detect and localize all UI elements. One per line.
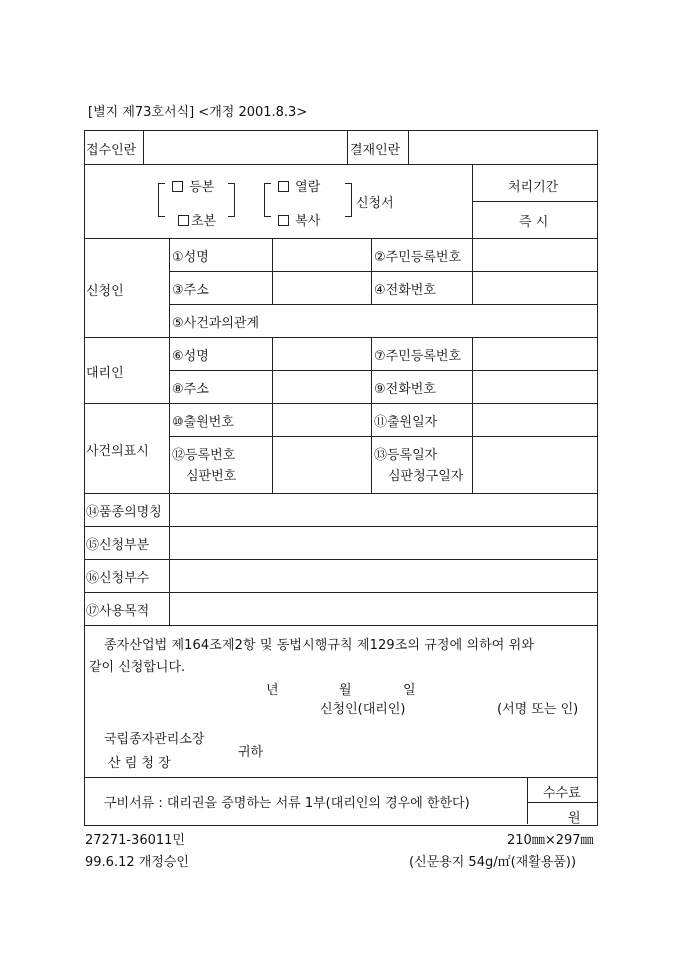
form-frame xyxy=(84,130,598,826)
checkbox-copy[interactable]: 복사 xyxy=(278,210,320,229)
case-app-no-label: ⑩출원번호 xyxy=(172,415,234,430)
agent-phone-label: ⑨전화번호 xyxy=(374,382,436,397)
applicant-relation-label: ⑤사건과의관계 xyxy=(172,316,260,331)
checkbox-certified-copy[interactable]: 등본 xyxy=(172,176,214,195)
case-trial-date-label: 심판청구일자 xyxy=(388,469,464,484)
processing-period-value: 즉 시 xyxy=(519,215,549,230)
reception-label: 접수인란 xyxy=(86,143,137,158)
applicant-name-label: ①성명 xyxy=(172,250,209,265)
agent-section-label: 대리인 xyxy=(86,366,124,381)
purpose-label: ⑰사용목적 xyxy=(86,604,150,619)
applicant-address-label: ③주소 xyxy=(172,283,209,298)
approval-date: 99.6.12 개정승인 xyxy=(85,855,189,870)
applicant-resident-no-label: ②주민등록번호 xyxy=(374,250,462,265)
signature-note: (서명 또는 인) xyxy=(497,702,579,717)
date-day: 일 xyxy=(403,683,416,698)
checkbox-icon xyxy=(278,181,289,192)
signer-label: 신청인(대리인) xyxy=(320,702,406,717)
case-section-label: 사건의표시 xyxy=(86,444,149,459)
date-month: 월 xyxy=(339,683,352,698)
date-year: 년 xyxy=(266,683,279,698)
agent-resident-no-label: ⑦주민등록번호 xyxy=(374,349,462,364)
applicant-phone-label: ④전화번호 xyxy=(374,283,436,298)
checkbox-icon xyxy=(178,215,189,226)
form-header: [별지 제73호서식] <개정 2001.8.3> xyxy=(88,105,308,120)
checkbox-abstract[interactable]: 초본 xyxy=(178,210,216,229)
checkbox-icon xyxy=(172,181,183,192)
copies-label: ⑯신청부수 xyxy=(86,571,150,586)
declaration-line-2: 같이 신청합니다. xyxy=(89,660,186,675)
case-reg-no-label: ⑫등록번호 xyxy=(172,448,236,463)
case-app-date-label: ⑪출원일자 xyxy=(374,415,438,430)
fee-unit: 원 xyxy=(568,811,581,826)
agent-address-label: ⑧주소 xyxy=(172,382,209,397)
paper-size: 210㎜×297㎜ xyxy=(507,833,594,848)
approval-label: 결재인란 xyxy=(350,143,401,158)
processing-period-label: 처리기간 xyxy=(508,180,559,195)
declaration-line-1: 종자산업법 제164조제2항 및 동법시행규칙 제129조의 규정에 의하여 위와 xyxy=(104,638,534,653)
checkbox-inspection[interactable]: 열람 xyxy=(278,176,320,195)
form-title: 신청서 xyxy=(356,196,394,211)
addressee-2: 산 림 청 장 xyxy=(108,756,171,771)
paper-spec: (신문용지 54g/㎡(재활용품)) xyxy=(409,855,577,870)
required-documents: 구비서류 : 대리권을 증명하는 서류 1부(대리인의 경우에 한한다) xyxy=(104,796,470,811)
addressee-1: 국립종자관리소장 xyxy=(104,732,205,747)
agent-name-label: ⑥성명 xyxy=(172,349,209,364)
requested-part-label: ⑮신청부분 xyxy=(86,538,150,553)
form-number: 27271-36011민 xyxy=(85,833,185,848)
honorific: 귀하 xyxy=(238,745,264,760)
applicant-section-label: 신청인 xyxy=(86,284,124,299)
variety-name-label: ⑭품종의명칭 xyxy=(86,505,162,520)
case-reg-date-label: ⑬등록일자 xyxy=(374,448,438,463)
checkbox-icon xyxy=(278,215,289,226)
case-trial-no-label: 심판번호 xyxy=(186,469,237,484)
fee-label: 수수료 xyxy=(543,786,581,801)
